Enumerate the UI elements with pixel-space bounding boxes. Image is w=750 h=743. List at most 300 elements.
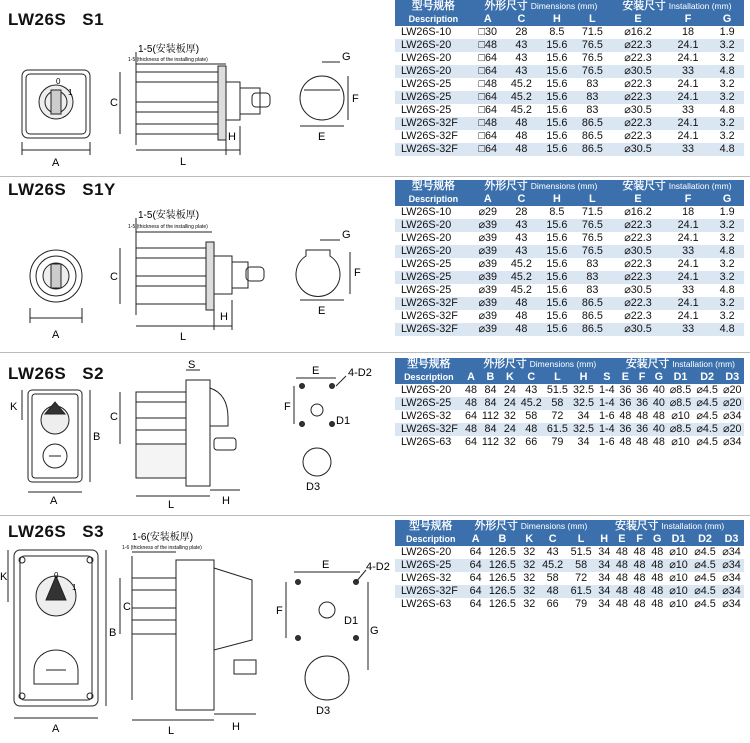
col-header: S — [603, 371, 611, 384]
value-cell: 34 — [577, 436, 590, 449]
value-cell: 48 — [633, 572, 646, 585]
col-header: G — [654, 371, 664, 384]
label-l: L — [180, 331, 187, 343]
hdr-model-cn: 型号规格 — [411, 180, 455, 193]
col-header: C — [517, 13, 526, 26]
value-cell: 76.5 — [581, 245, 603, 258]
value-cell: 1-6 — [598, 436, 615, 449]
col-header: E — [634, 193, 642, 206]
s3-drawing — [0, 520, 395, 743]
label-thickness: 1-6(安装板厚) — [132, 532, 194, 543]
value-cell: ⌀30.5 — [624, 245, 652, 258]
value-cell: 43 — [515, 39, 528, 52]
value-cell: 83 — [586, 78, 599, 91]
value-cell: 48 — [515, 310, 528, 323]
value-cell: 3.2 — [719, 91, 735, 104]
model-name: LW26S — [8, 364, 67, 383]
divider — [0, 352, 750, 353]
hdr-dim-cn: 外形尺寸 — [474, 520, 518, 533]
label-a: A — [50, 495, 58, 507]
value-cell: 86.5 — [581, 143, 603, 156]
value-cell: 34 — [598, 598, 611, 611]
model-cell: LW26S-20 — [401, 219, 452, 232]
model-cell: LW26S-32F — [401, 297, 458, 310]
value-cell: 24 — [503, 384, 516, 397]
section-s1 — [0, 0, 750, 175]
s2-drawing — [0, 358, 395, 513]
value-cell: ⌀4.5 — [696, 410, 718, 423]
value-cell: 76.5 — [581, 232, 603, 245]
value-cell: 24.1 — [677, 130, 699, 143]
pos-1: 1 — [72, 583, 77, 592]
label-l: L — [180, 156, 187, 168]
label-f: F — [354, 267, 361, 279]
table-row — [395, 39, 744, 52]
col-header: C — [517, 193, 526, 206]
value-cell: □64 — [478, 91, 497, 104]
label-s: S — [188, 359, 196, 371]
label-e: E — [322, 559, 330, 571]
value-cell: 66 — [546, 598, 559, 611]
col-header: H — [579, 371, 588, 384]
model-cell: LW26S-32F — [401, 117, 458, 130]
value-cell: 33 — [682, 104, 695, 117]
value-cell: 48 — [515, 297, 528, 310]
model-cell: LW26S-32F — [401, 585, 458, 598]
hole-d1 — [319, 602, 335, 618]
col-header: D1 — [673, 371, 688, 384]
value-cell: ⌀34 — [722, 559, 741, 572]
model-cell: LW26S-32F — [401, 423, 458, 436]
value-cell: 48 — [615, 598, 628, 611]
value-cell: 32 — [503, 410, 516, 423]
key-icon — [246, 267, 264, 281]
value-cell: 86.5 — [581, 323, 603, 336]
value-cell: ⌀39 — [478, 284, 497, 297]
label-l: L — [168, 725, 175, 737]
value-cell: 33 — [682, 65, 695, 78]
value-cell: 48 — [651, 572, 664, 585]
label-g: G — [342, 51, 351, 63]
value-cell: □64 — [478, 52, 497, 65]
table-row — [395, 572, 744, 585]
table-row — [395, 143, 744, 156]
table-row — [395, 130, 744, 143]
value-cell: ⌀10 — [669, 598, 688, 611]
value-cell: 48 — [465, 423, 478, 436]
value-cell: ⌀39 — [478, 323, 497, 336]
table-row — [395, 423, 744, 436]
value-cell: 48 — [619, 436, 632, 449]
value-cell: ⌀30.5 — [624, 65, 652, 78]
label-h: H — [228, 131, 236, 143]
value-cell: □64 — [478, 130, 497, 143]
label-d2: 4-D2 — [366, 561, 390, 573]
value-cell: ⌀20 — [722, 384, 742, 397]
hdr-dim-cn: 外形尺寸 — [484, 180, 528, 193]
table-row — [395, 546, 744, 559]
hdr-model-en: Description — [408, 14, 459, 24]
label-d2: 4-D2 — [348, 367, 372, 379]
label-h: H — [222, 495, 230, 507]
value-cell: 48 — [515, 117, 528, 130]
value-cell: 43 — [546, 546, 559, 559]
value-cell: 79 — [575, 598, 588, 611]
value-cell: ⌀34 — [722, 410, 742, 423]
value-cell: 24.1 — [677, 117, 699, 130]
value-cell: 48 — [633, 559, 646, 572]
value-cell: 76.5 — [581, 39, 603, 52]
label-d3: D3 — [306, 481, 321, 493]
value-cell: □48 — [478, 117, 497, 130]
hdr-dim-cn: 外形尺寸 — [483, 358, 527, 371]
value-cell: 24 — [503, 423, 516, 436]
value-cell: 48 — [615, 572, 628, 585]
variant-name: S1 — [82, 10, 105, 29]
value-cell: 48 — [633, 585, 646, 598]
table-row — [395, 117, 744, 130]
value-cell: 24.1 — [677, 78, 699, 91]
label-e: E — [318, 131, 326, 143]
value-cell: ⌀22.3 — [624, 78, 652, 91]
variant-name: S1Y — [82, 180, 116, 199]
spec-table-s1y — [395, 180, 744, 336]
table-row — [395, 78, 744, 91]
value-cell: ⌀4.5 — [694, 572, 716, 585]
model-cell: LW26S-25 — [401, 397, 452, 410]
value-cell: 40 — [652, 423, 665, 436]
col-header: F — [638, 371, 646, 384]
value-cell: 34 — [598, 572, 611, 585]
col-header: L — [554, 371, 561, 384]
value-cell: 48 — [651, 598, 664, 611]
value-cell: 83 — [586, 271, 599, 284]
model-cell: LW26S-32F — [401, 310, 458, 323]
table-row — [395, 232, 744, 245]
value-cell: 36 — [619, 423, 632, 436]
hdr-dim-en: Dimensions (mm) — [530, 181, 598, 192]
label-d1: D1 — [336, 415, 351, 427]
label-c: C — [123, 601, 131, 613]
col-header: A — [483, 13, 492, 26]
table-row — [395, 91, 744, 104]
value-cell: ⌀8.5 — [669, 423, 692, 436]
value-cell: 15.6 — [546, 39, 568, 52]
value-cell: 36 — [636, 423, 649, 436]
value-cell: ⌀22.3 — [624, 130, 652, 143]
value-cell: 48 — [651, 585, 664, 598]
value-cell: 40 — [652, 384, 665, 397]
hdr-model-en: Description — [408, 194, 459, 204]
col-header: L — [577, 533, 585, 546]
value-cell: 58 — [551, 397, 564, 410]
value-cell: 24 — [503, 397, 516, 410]
value-cell: 8.5 — [549, 26, 565, 39]
value-cell: 48 — [465, 384, 478, 397]
model-cell: LW26S-10 — [401, 206, 452, 219]
value-cell: ⌀30.5 — [624, 323, 652, 336]
panel-cutout — [296, 250, 340, 296]
value-cell: 24.1 — [677, 310, 699, 323]
value-cell: 15.6 — [546, 323, 568, 336]
label-a: A — [52, 723, 60, 735]
enclosure — [186, 380, 210, 486]
value-cell: ⌀22.3 — [624, 297, 652, 310]
value-cell: 3.2 — [719, 258, 735, 271]
col-header: G — [722, 193, 732, 206]
value-cell: ⌀4.5 — [696, 423, 718, 436]
variant-name: S2 — [82, 364, 105, 383]
value-cell: 34 — [598, 559, 611, 572]
value-cell: 28 — [515, 26, 528, 39]
value-cell: 64 — [469, 585, 482, 598]
label-thickness: 1-5(安装板厚) — [138, 44, 200, 55]
value-cell: 3.2 — [719, 130, 735, 143]
value-cell: 48 — [525, 423, 538, 436]
key-icon — [252, 93, 270, 107]
value-cell: 48 — [615, 546, 628, 559]
value-cell: ⌀22.3 — [624, 39, 652, 52]
label-f: F — [352, 93, 359, 105]
value-cell: ⌀16.2 — [624, 26, 652, 39]
value-cell: 83 — [586, 284, 599, 297]
value-cell: 34 — [577, 410, 590, 423]
label-thickness-note: 1-5 (thickness of the installing plate) — [128, 224, 208, 230]
col-header: D2 — [700, 371, 715, 384]
value-cell: 15.6 — [546, 78, 568, 91]
value-cell: 45.2 — [510, 104, 532, 117]
table-row — [395, 206, 744, 219]
value-cell: 24.1 — [677, 91, 699, 104]
model-cell: LW26S-20 — [401, 65, 452, 78]
label-c: C — [110, 271, 118, 283]
value-cell: 76.5 — [581, 52, 603, 65]
value-cell: 33 — [682, 323, 695, 336]
table-row — [395, 52, 744, 65]
value-cell: ⌀22.3 — [624, 91, 652, 104]
table-row — [395, 258, 744, 271]
value-cell: ⌀4.5 — [694, 546, 716, 559]
value-cell: 126.5 — [488, 559, 516, 572]
value-cell: ⌀4.5 — [694, 559, 716, 572]
label-d3: D3 — [316, 705, 331, 717]
value-cell: 15.6 — [546, 117, 568, 130]
hdr-inst-cn: 安装尺寸 — [615, 520, 659, 533]
value-cell: 43 — [515, 52, 528, 65]
value-cell: ⌀30.5 — [624, 143, 652, 156]
value-cell: ⌀10 — [669, 572, 688, 585]
value-cell: 24.1 — [677, 271, 699, 284]
col-header: E — [618, 533, 626, 546]
model-name: LW26S — [8, 522, 67, 541]
value-cell: ⌀34 — [722, 572, 741, 585]
value-cell: ⌀10 — [669, 559, 688, 572]
model-cell: LW26S-20 — [401, 546, 452, 559]
value-cell: 76.5 — [581, 219, 603, 232]
model-cell: LW26S-20 — [401, 384, 452, 397]
s1-drawing — [0, 0, 395, 175]
model-cell: LW26S-10 — [401, 26, 452, 39]
value-cell: 61.5 — [570, 585, 592, 598]
value-cell: 15.6 — [546, 130, 568, 143]
value-cell: 1-6 — [598, 410, 615, 423]
value-cell: 83 — [586, 91, 599, 104]
value-cell: 64 — [469, 546, 482, 559]
col-header: L — [589, 193, 596, 206]
value-cell: ⌀34 — [722, 436, 742, 449]
value-cell: □64 — [478, 65, 497, 78]
value-cell: 4.8 — [719, 245, 735, 258]
model-cell: LW26S-63 — [401, 436, 452, 449]
value-cell: 3.2 — [719, 219, 735, 232]
value-cell: 32.5 — [573, 384, 595, 397]
value-cell: 58 — [575, 559, 588, 572]
value-cell: 71.5 — [581, 26, 603, 39]
value-cell: 48 — [652, 410, 665, 423]
label-b: B — [109, 627, 117, 639]
col-header: A — [471, 533, 480, 546]
value-cell: 36 — [619, 397, 632, 410]
pos-1: 1 — [68, 88, 73, 97]
key-icon — [234, 660, 256, 674]
label-b: B — [93, 431, 101, 443]
table-row — [395, 65, 744, 78]
value-cell: ⌀8.5 — [669, 384, 692, 397]
value-cell: 51.5 — [570, 546, 592, 559]
value-cell: 48 — [636, 410, 649, 423]
value-cell: 51.5 — [546, 384, 568, 397]
model-cell: LW26S-20 — [401, 232, 452, 245]
table-row — [395, 297, 744, 310]
value-cell: 126.5 — [488, 585, 516, 598]
value-cell: 112 — [481, 436, 500, 449]
value-cell: 48 — [651, 559, 664, 572]
table-row — [395, 245, 744, 258]
value-cell: 76.5 — [581, 65, 603, 78]
value-cell: ⌀4.5 — [696, 384, 718, 397]
col-header: D3 — [724, 533, 739, 546]
value-cell: 18 — [682, 26, 695, 39]
col-header: A — [483, 193, 492, 206]
value-cell: ⌀22.3 — [624, 310, 652, 323]
model-cell: LW26S-25 — [401, 284, 452, 297]
model-cell: LW26S-32 — [401, 410, 452, 423]
value-cell: ⌀39 — [478, 310, 497, 323]
value-cell: 15.6 — [546, 65, 568, 78]
value-cell: 58 — [525, 410, 538, 423]
value-cell: 64 — [465, 436, 478, 449]
hdr-inst-en: Installation (mm) — [668, 1, 732, 12]
hdr-model-en: Description — [406, 534, 456, 544]
value-cell: 3.2 — [719, 310, 735, 323]
value-cell: 3.2 — [719, 271, 735, 284]
spec-table-s2 — [395, 358, 744, 449]
model-name: LW26S — [8, 180, 67, 199]
value-cell: 48 — [636, 436, 649, 449]
label-c: C — [110, 97, 118, 109]
col-header: D2 — [698, 533, 712, 546]
value-cell: 33 — [682, 143, 695, 156]
value-cell: 34 — [598, 585, 611, 598]
hdr-inst-cn: 安装尺寸 — [622, 180, 666, 193]
value-cell: 3.2 — [719, 52, 735, 65]
divider — [0, 176, 750, 177]
value-cell: ⌀4.5 — [696, 397, 718, 410]
value-cell: 24.1 — [677, 52, 699, 65]
value-cell: 48 — [546, 585, 559, 598]
value-cell: 36 — [636, 397, 649, 410]
hole-d1 — [311, 404, 323, 416]
value-cell: □64 — [478, 104, 497, 117]
value-cell: 15.6 — [546, 232, 568, 245]
divider — [0, 515, 750, 516]
col-header: B — [486, 371, 495, 384]
value-cell: 15.6 — [546, 310, 568, 323]
value-cell: 3.2 — [719, 117, 735, 130]
label-c: C — [110, 411, 118, 423]
value-cell: 1.9 — [719, 26, 735, 39]
value-cell: 64 — [469, 572, 482, 585]
pos-0: 0 — [54, 571, 59, 580]
section-s3 — [0, 520, 750, 743]
table-row — [395, 598, 744, 611]
col-header: D3 — [725, 371, 740, 384]
model-cell: LW26S-25 — [401, 258, 452, 271]
value-cell: 43 — [515, 245, 528, 258]
value-cell: 84 — [484, 397, 497, 410]
value-cell: 32 — [523, 572, 536, 585]
value-cell: ⌀39 — [478, 297, 497, 310]
model-cell: LW26S-20 — [401, 245, 452, 258]
value-cell: ⌀4.5 — [696, 436, 718, 449]
model-cell: LW26S-20 — [401, 39, 452, 52]
table-row — [395, 323, 744, 336]
model-cell: LW26S-32F — [401, 323, 458, 336]
value-cell: 15.6 — [546, 52, 568, 65]
col-header: F — [636, 533, 643, 546]
value-cell: 48 — [652, 436, 665, 449]
value-cell: 86.5 — [581, 130, 603, 143]
value-cell: 43 — [515, 219, 528, 232]
col-header: L — [589, 13, 596, 26]
col-header: A — [467, 371, 475, 384]
value-cell: 45.2 — [520, 397, 542, 410]
table-row — [395, 384, 744, 397]
value-cell: ⌀20 — [722, 423, 742, 436]
value-cell: 18 — [682, 206, 695, 219]
hdr-model-cn: 型号规格 — [407, 358, 451, 371]
value-cell: 24.1 — [677, 39, 699, 52]
value-cell: ⌀39 — [478, 258, 497, 271]
col-header: G — [653, 533, 662, 546]
switch-body — [136, 72, 226, 134]
value-cell: 15.6 — [546, 297, 568, 310]
value-cell: 15.6 — [546, 258, 568, 271]
table-row — [395, 559, 744, 572]
value-cell: 24.1 — [677, 297, 699, 310]
value-cell: 33 — [682, 284, 695, 297]
table-row — [395, 284, 744, 297]
value-cell: 32.5 — [573, 423, 595, 436]
table-row — [395, 104, 744, 117]
value-cell: ⌀10 — [671, 410, 690, 423]
value-cell: 32 — [523, 559, 536, 572]
value-cell: 1.9 — [719, 206, 735, 219]
value-cell: 15.6 — [546, 91, 568, 104]
value-cell: □30 — [478, 26, 497, 39]
enclosure — [176, 560, 214, 710]
value-cell: 32.5 — [573, 397, 595, 410]
